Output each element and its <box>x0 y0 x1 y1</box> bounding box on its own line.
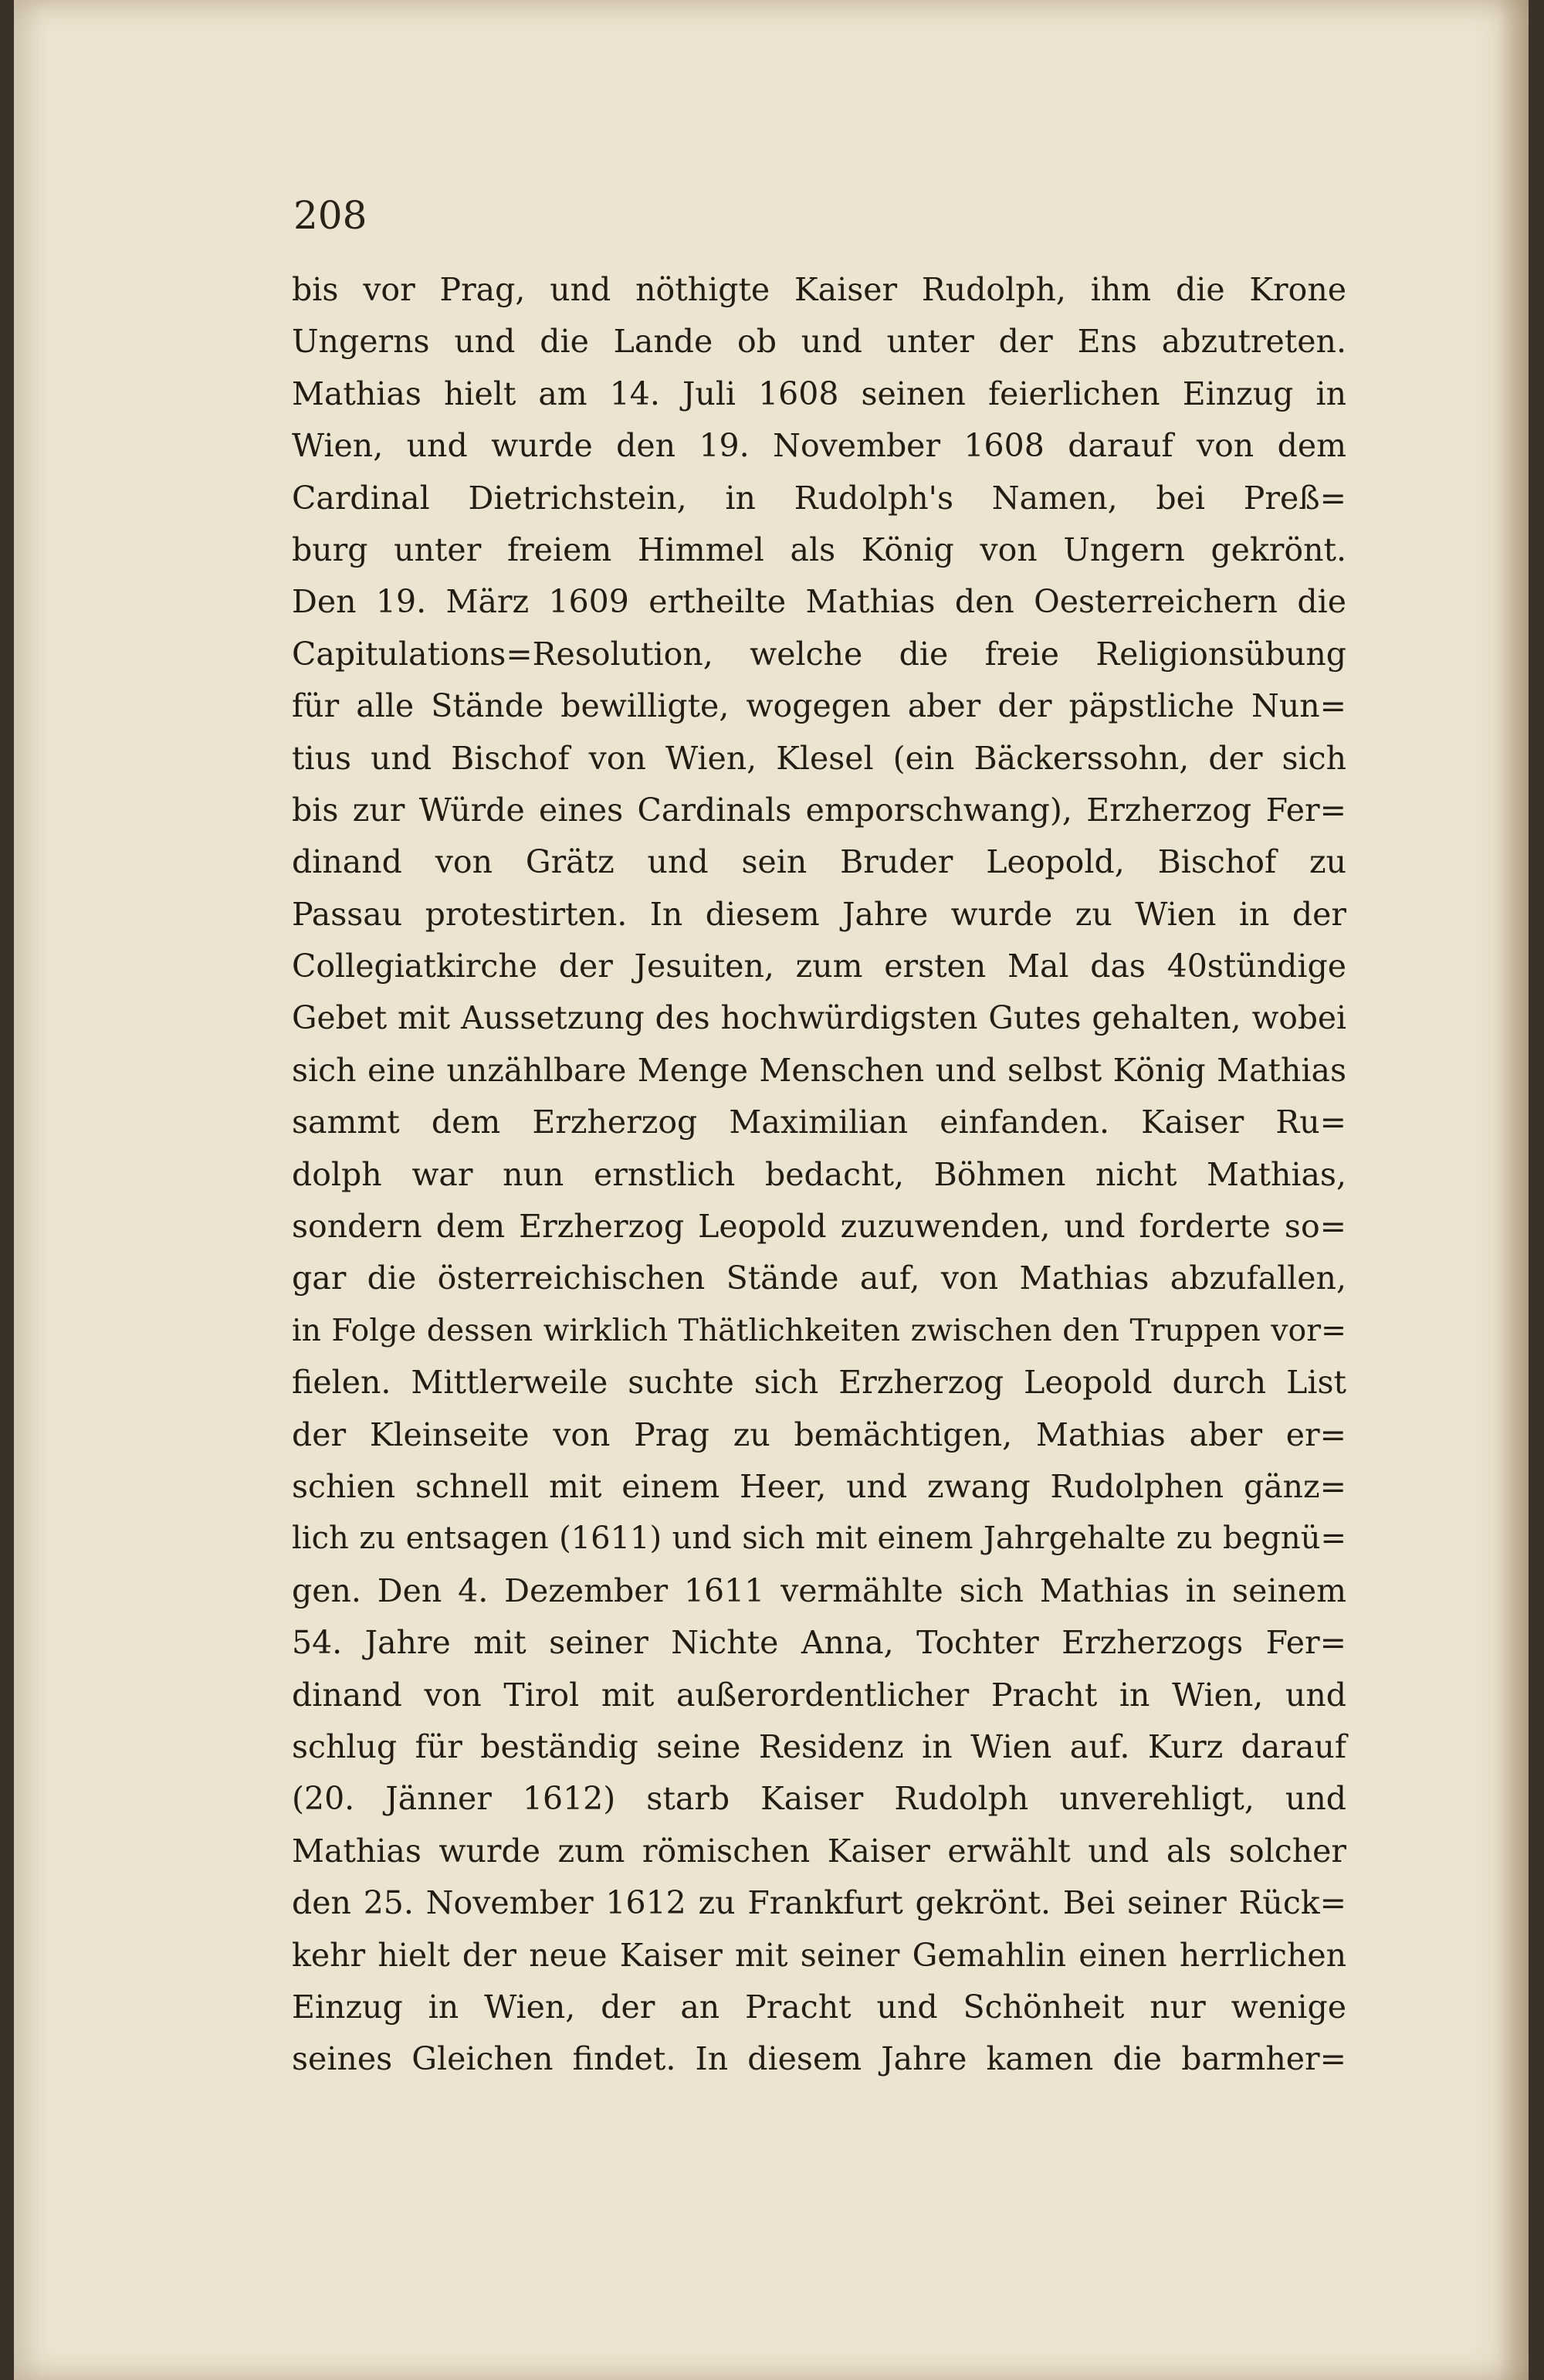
text-line: schlug für beständig seine Residenz in Wien auf. Kurz darauf <box>292 1727 1346 1765</box>
text-line: der Kleinseite von Prag zu bemächtigen, Mathias aber er= <box>292 1415 1346 1453</box>
text-line: fielen. Mittlerweile suchte sich Erzherzog Leopold durch List <box>292 1364 1346 1402</box>
text-line: sich eine unzählbare Menge Menschen und selbst König Mathias <box>292 1051 1346 1089</box>
text-line: burg unter freiem Himmel als König von Ungern gekrönt. <box>292 531 1346 568</box>
page-number: 208 <box>293 193 367 238</box>
text-line: dinand von Grätz und sein Bruder Leopold, Bischof zu <box>292 843 1346 881</box>
text-line: Collegiatkirche der Jesuiten, zum ersten Mal das 40stündige <box>292 948 1346 985</box>
text-line: kehr hielt der neue Kaiser mit seiner Gemahlin einen herrlichen <box>292 1936 1346 1974</box>
text-line: (20. Jänner 1612) starb Kaiser Rudolph unverehligt, und <box>292 1780 1346 1818</box>
text-line: gar die österreichischen Stände auf, von Mathias abzufallen, <box>292 1260 1346 1297</box>
text-line: Wien, und wurde den 19. November 1608 darauf von dem <box>292 427 1346 465</box>
text-line: dolph war nun ernstlich bedacht, Böhmen nicht Mathias, <box>292 1155 1346 1193</box>
text-line: gen. Den 4. Dezember 1611 vermählte sich Mathias in seinem <box>292 1571 1346 1609</box>
text-line: seines Gleichen findet. In diesem Jahre kamen die barmher= <box>292 2040 1346 2078</box>
text-line: in Folge dessen wirklich Thätlichkeiten zwischen den Truppen vor= <box>292 1312 1346 1348</box>
text-line: für alle Stände bewilligte, wogegen aber der päpstliche Nun= <box>292 687 1346 725</box>
text-line: lich zu entsagen (1611) und sich mit einem Jahrgehalte zu begnü= <box>292 1521 1346 1557</box>
text-line: dinand von Tirol mit außerordentlicher Pracht in Wien, und <box>292 1676 1346 1714</box>
page-edge-shadow <box>1498 0 1529 2380</box>
text-line: tius und Bischof von Wien, Klesel (ein Bäckerssohn, der sich <box>292 739 1346 777</box>
text-line: Den 19. März 1609 ertheilte Mathias den Oesterreichern die <box>292 583 1346 621</box>
text-line: sammt dem Erzherzog Maximilian einfanden. Kaiser Ru= <box>292 1104 1346 1141</box>
text-line: sondern dem Erzherzog Leopold zuzuwenden, und forderte so= <box>292 1208 1346 1246</box>
text-line: schien schnell mit einem Heer, und zwang Rudolphen gänz= <box>292 1467 1346 1505</box>
text-line: den 25. November 1612 zu Frankfurt gekrönt. Bei seiner Rück= <box>292 1884 1346 1922</box>
text-line: Mathias hielt am 14. Juli 1608 seinen feierlichen Einzug in <box>292 375 1346 412</box>
text-line: Cardinal Dietrichstein, in Rudolph's Namen, bei Preß= <box>292 479 1346 517</box>
text-line: 54. Jahre mit seiner Nichte Anna, Tochter Erzherzogs Fer= <box>292 1624 1346 1662</box>
body-text <box>292 264 1346 2086</box>
text-line: bis zur Würde eines Cardinals emporschwang), Erzherzog Fer= <box>292 791 1346 829</box>
text-line: Passau protestirten. In diesem Jahre wurde zu Wien in der <box>292 895 1346 933</box>
text-line: bis vor Prag, und nöthigte Kaiser Rudolph, ihm die Krone <box>292 271 1346 308</box>
text-line: Einzug in Wien, der an Pracht und Schönheit nur wenige <box>292 1988 1346 2026</box>
text-line: Mathias wurde zum römischen Kaiser erwählt und als solcher <box>292 1832 1346 1870</box>
text-line: Capitulations=Resolution, welche die freie Religionsübung <box>292 635 1346 673</box>
text-line: Gebet mit Aussetzung des hochwürdigsten Gutes gehalten, wobei <box>292 999 1346 1037</box>
text-line: Ungerns und die Lande ob und unter der Ens abzutreten. <box>292 323 1346 361</box>
